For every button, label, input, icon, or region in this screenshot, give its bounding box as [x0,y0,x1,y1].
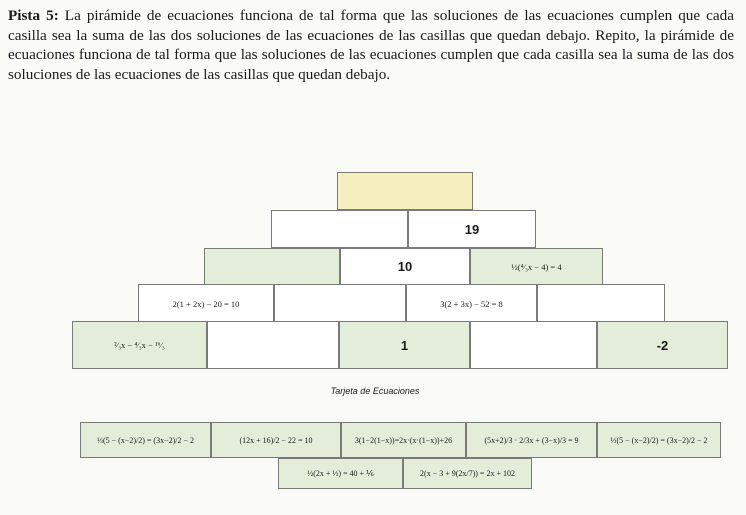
pyramid-row5-cell-1: ²⁄₃x − ⁴⁄₃x − ¹⁶⁄₃ [72,321,207,369]
pyramid-row3-cell-3: ½(⁴⁄₃x − 4) = 4 [470,248,603,285]
pyramid-row3-cell-2: 10 [340,248,470,285]
pyramid-row2-cell-left[interactable] [271,210,408,248]
pyramid-row5-cell-4[interactable] [470,321,597,369]
pyramid-row5-cell-3: 1 [339,321,470,369]
pyramid-row4-cell-3: 3(2 + 3x) − 52 = 8 [406,284,537,323]
pyramid-row3-cell-1[interactable] [204,248,340,285]
pyramid-row4-cell-2[interactable] [274,284,406,323]
pyramid-top-cell[interactable] [337,172,473,210]
equation-card[interactable]: ⅓(5 − (x−2)/2) = (3x−2)/2 − 2 [80,422,211,458]
equation-card[interactable]: ½(2x + ⅓) = 40 + ⅙ [278,458,403,489]
equation-card[interactable]: (5x+2)/3 · 2/3x + (3−x)/3 = 9 [466,422,597,458]
pyramid-row4-cell-4[interactable] [537,284,665,323]
pyramid-row2-cell-right: 19 [408,210,536,248]
equation-card[interactable]: 2(x − 3 + 9(2x/7)) = 2x + 102 [403,458,532,489]
pyramid-row5-cell-2[interactable] [207,321,339,369]
pyramid-row4-cell-1: 2(1 + 2x) − 20 = 10 [138,284,274,323]
equation-card[interactable]: 3(1−2(1−x))=2x·(x·(1−x))+26 [341,422,466,458]
pyramid-row5-cell-5: -2 [597,321,728,369]
cards-caption: Tarjeta de Ecuaciones [330,386,420,396]
problem-text: La pirámide de ecuaciones funciona de tal forma que las soluciones de las ecuaciones cumplen que cada casilla sea la suma de las dos soluciones de las ecuaciones de las casillas que quedan debajo. Repito, la pirámide de ecuaciones funciona de tal forma que las soluciones de las ecuaciones cumplen que cada casilla sea la suma de las dos soluciones de las ecuaciones de las casillas que quedan debajo. [8,7,734,83]
equation-card[interactable]: ⅓(5 − (x−2)/2) = (3x−2)/2 − 2 [597,422,721,458]
equation-card[interactable]: (12x + 16)/2 − 22 = 10 [211,422,341,458]
problem-statement [8,6,734,84]
problem-label: Pista 5: [8,7,59,24]
